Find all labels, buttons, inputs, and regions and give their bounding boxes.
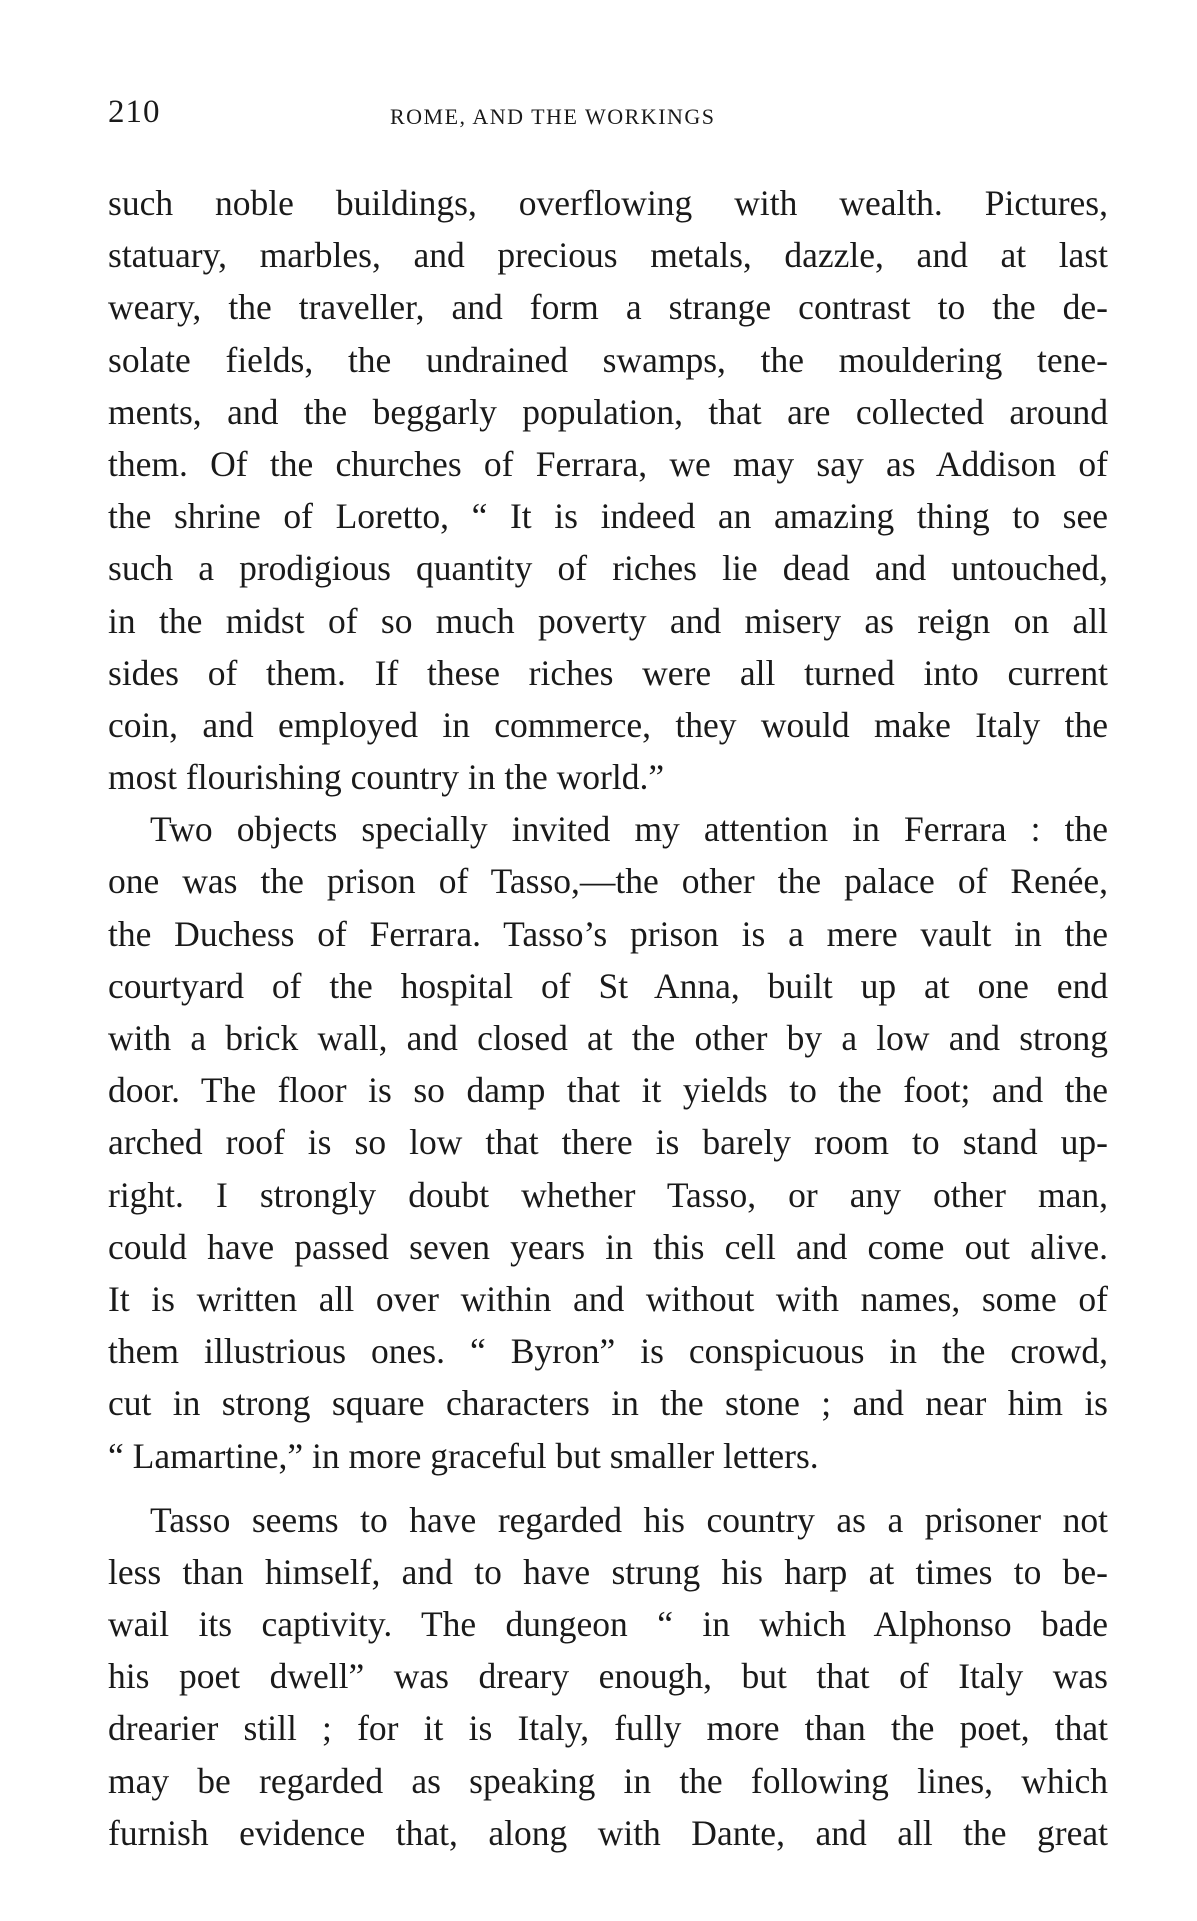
text-line: cut in strong square characters in the stone ; and near him is [108, 1383, 1108, 1424]
text-line: such a prodigious quantity of riches lie dead and untouched, [108, 548, 1108, 589]
text-line: may be regarded as speaking in the following lines, which [108, 1760, 1108, 1801]
text-line: furnish evidence that, along with Dante, and all the great [108, 1812, 1108, 1853]
text-line: them. Of the churches of Ferrara, we may say as Addison of [108, 443, 1108, 484]
text-line: in the midst of so much poverty and misery as reign on all [108, 600, 1108, 641]
text-line: “ Lamartine,” in more graceful but smaller letters. [108, 1435, 819, 1476]
text-line: right. I strongly doubt whether Tasso, or any other man, [108, 1174, 1108, 1215]
page-header [108, 88, 1108, 138]
text-line: coin, and employed in commerce, they would make Italy the [108, 704, 1108, 745]
body-text [108, 177, 1108, 1859]
running-head: ROME, AND THE WORKINGS [390, 104, 716, 129]
paragraph-3 [108, 1494, 1108, 1859]
text-line: could have passed seven years in this cell and come out alive. [108, 1226, 1108, 1267]
text-line: Two objects specially invited my attention in Ferrara : the [150, 809, 1108, 850]
text-line: sides of them. If these riches were all turned into current [108, 652, 1108, 693]
paragraph-1 [108, 177, 1108, 803]
text-line: weary, the traveller, and form a strange contrast to the de- [108, 287, 1108, 328]
text-line: statuary, marbles, and precious metals, dazzle, and at last [108, 235, 1108, 276]
text-line: courtyard of the hospital of St Anna, built up at one end [108, 965, 1108, 1006]
text-line: them illustrious ones. “ Byron” is conspicuous in the crowd, [108, 1331, 1108, 1372]
paragraph-2 [108, 803, 1108, 1481]
paragraph-gap [108, 1482, 1108, 1494]
text-line: solate fields, the undrained swamps, the mouldering tene- [108, 339, 1108, 380]
text-line: arched roof is so low that there is barely room to stand up- [108, 1122, 1108, 1163]
text-line: ments, and the beggarly population, that are collected around [108, 391, 1108, 432]
text-line: most flourishing country in the world.” [108, 757, 665, 798]
text-line: the shrine of Loretto, “ It is indeed an amazing thing to see [108, 496, 1108, 537]
text-line: door. The floor is so damp that it yields to the foot; and the [108, 1070, 1108, 1111]
text-line: one was the prison of Tasso,—the other the palace of Renée, [108, 861, 1108, 902]
text-line: drearier still ; for it is Italy, fully more than the poet, that [108, 1708, 1108, 1749]
text-line: wail its captivity. The dungeon “ in which Alphonso bade [108, 1604, 1108, 1645]
text-line: such noble buildings, overflowing with wealth. Pictures, [108, 183, 1108, 223]
text-line: with a brick wall, and closed at the other by a low and strong [108, 1018, 1108, 1058]
text-line: the Duchess of Ferrara. Tasso’s prison is a mere vault in the [108, 913, 1108, 954]
page-number: 210 [108, 94, 161, 130]
text-line: his poet dwell” was dreary enough, but that of Italy was [108, 1656, 1108, 1697]
text-line: It is written all over within and without with names, some of [108, 1278, 1108, 1319]
text-line: less than himself, and to have strung his harp at times to be- [108, 1551, 1108, 1592]
text-line: Tasso seems to have regarded his country as a prisoner not [150, 1499, 1108, 1540]
